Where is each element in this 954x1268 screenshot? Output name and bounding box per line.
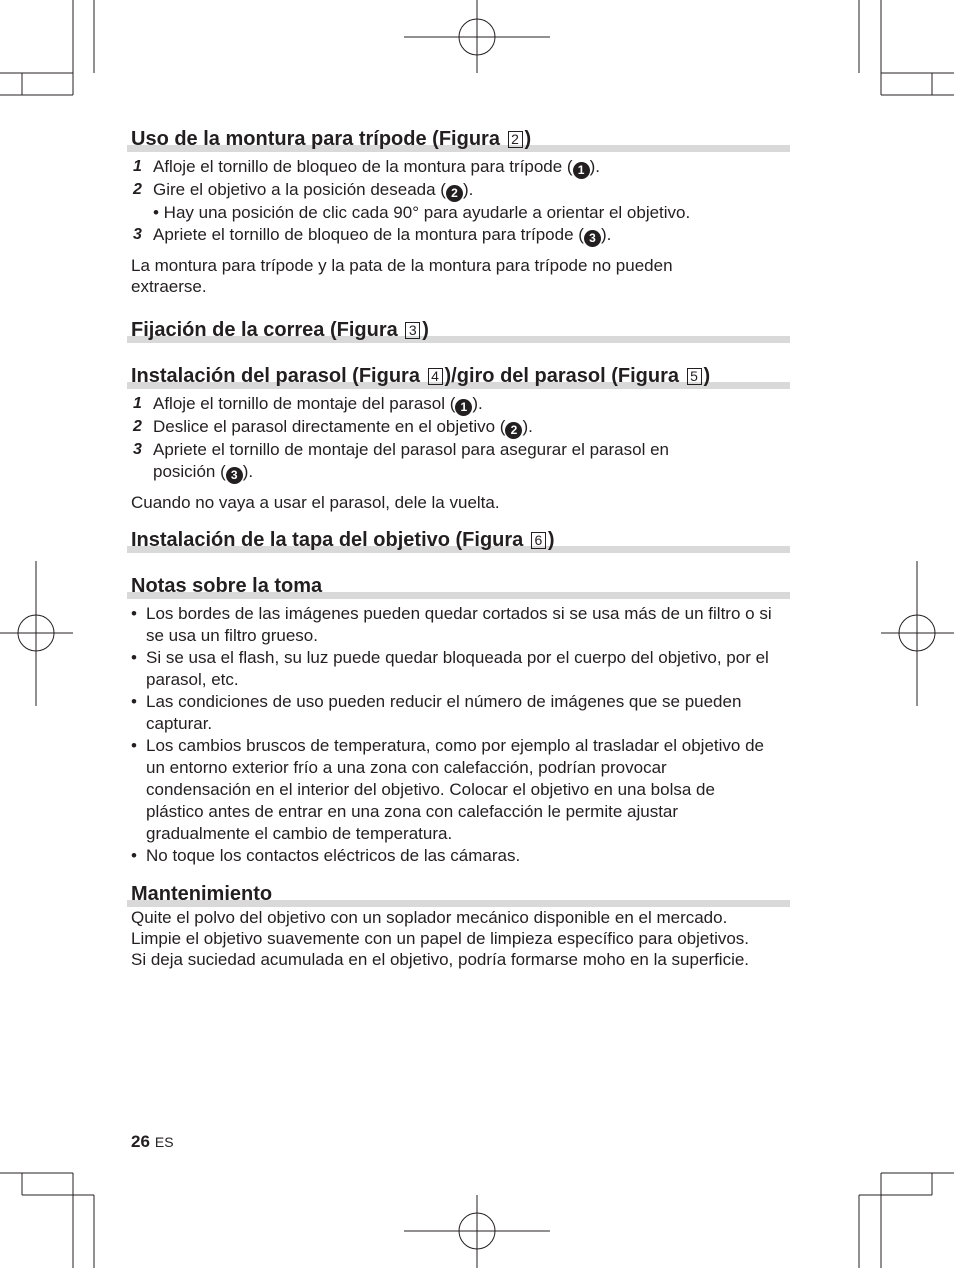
step-number: 3 bbox=[133, 441, 142, 458]
section-title-text: Notas sobre la toma bbox=[131, 575, 323, 597]
figure-ref: 6 bbox=[531, 532, 546, 549]
step-text: ). bbox=[600, 225, 612, 244]
figure-ref: 5 bbox=[687, 368, 702, 385]
section-title-shooting-notes bbox=[131, 573, 790, 599]
step-item bbox=[131, 439, 713, 484]
page-number: 26 bbox=[131, 1132, 150, 1151]
step-text: Gire el objetivo a la posición deseada ( bbox=[153, 180, 446, 199]
list-item: • Si se usa el flash, su luz puede quedar bloqueada por el cuerpo del objetivo, por el parasol, etc. bbox=[131, 647, 790, 691]
section-title-text: ) bbox=[524, 128, 532, 150]
step-text: ). bbox=[522, 417, 533, 436]
section-title-maintenance bbox=[131, 881, 790, 907]
section-title-text: Uso de la montura para trípode (Figura bbox=[131, 128, 506, 150]
step-number: 1 bbox=[133, 395, 142, 412]
step-text: Deslice el parasol directamente en el objetivo ( bbox=[153, 417, 506, 436]
shooting-notes-list bbox=[131, 603, 790, 867]
figure-ref: 4 bbox=[428, 368, 443, 385]
step-number: 2 bbox=[133, 181, 142, 198]
list-item: • Los cambios bruscos de temperatura, como por ejemplo al trasladar el objetivo de un entorno exterior frío a una zona con calefacción, podrían provocar condensación en el interior del objetivo. Colocar el objetivo en una bolsa de plástico antes de entrar en una zona con calefacción le permite ajustar gradualmente el cambio de temperatura. bbox=[131, 735, 766, 845]
list-item: • Los bordes de las imágenes pueden quedar cortados si se usa más de un filtro o si se usa un filtro grueso. bbox=[131, 603, 790, 647]
step-text: Afloje el tornillo de bloqueo de la montura para trípode ( bbox=[153, 157, 573, 176]
step-text: ). bbox=[589, 157, 600, 176]
section-title-text: Mantenimiento bbox=[131, 883, 273, 905]
section-title-text: ) bbox=[422, 319, 429, 341]
section-title-strap bbox=[131, 317, 790, 343]
step-text: Apriete el tornillo de montaje del parasol para asegurar el parasol en posición ( bbox=[153, 440, 669, 481]
step-text: ). bbox=[472, 394, 483, 413]
page-content bbox=[131, 126, 790, 970]
figure-ref: 3 bbox=[405, 322, 420, 339]
section-title-text: Instalación de la tapa del objetivo (Figura bbox=[131, 529, 529, 551]
callout-number-icon: 1 bbox=[573, 162, 590, 179]
step-text: Afloje el tornillo de montaje del parasol ( bbox=[153, 394, 456, 413]
section-title-text: )/giro del parasol (Figura bbox=[444, 365, 685, 387]
step-number: 1 bbox=[133, 158, 142, 175]
step-number: 3 bbox=[133, 226, 142, 243]
list-item: • No toque los contactos eléctricos de las cámaras. bbox=[131, 845, 790, 867]
tripod-steps-cont bbox=[131, 224, 790, 247]
section-title-text: ) bbox=[547, 529, 555, 551]
step-text: Apriete el tornillo de bloqueo de la montura para trípode ( bbox=[153, 225, 584, 244]
step-item bbox=[131, 179, 790, 202]
section-title-text: Instalación del parasol (Figura bbox=[131, 365, 426, 387]
callout-number-icon: 3 bbox=[226, 467, 243, 484]
section-title-text: ) bbox=[703, 365, 711, 387]
maintenance-text bbox=[131, 907, 790, 970]
hood-steps bbox=[131, 393, 790, 484]
callout-number-icon: 1 bbox=[455, 399, 472, 416]
callout-number-icon: 2 bbox=[505, 422, 522, 439]
tripod-steps bbox=[131, 156, 790, 202]
step-text: ). bbox=[462, 180, 474, 199]
step-item bbox=[131, 224, 790, 247]
section-title-text: Fijación de la correa (Figura bbox=[131, 319, 404, 341]
section-title-hood bbox=[131, 363, 790, 389]
step-sub-note: • Hay una posición de clic cada 90° para ayudarle a orientar el objetivo. bbox=[153, 203, 691, 222]
maintenance-line: Limpie el objetivo suavemente con un papel de limpieza específico para objetivos. bbox=[131, 929, 750, 948]
list-item: • Las condiciones de uso pueden reducir el número de imágenes que se pueden capturar. bbox=[131, 691, 790, 735]
step-number: 2 bbox=[133, 418, 142, 435]
maintenance-line: Si deja suciedad acumulada en el objetivo, podría formarse moho en la superficie. bbox=[131, 950, 750, 969]
section-title-tripod bbox=[131, 126, 790, 152]
figure-ref: 2 bbox=[508, 131, 523, 148]
page-footer bbox=[131, 1132, 174, 1152]
step-item bbox=[131, 416, 790, 439]
section-title-lens-cap bbox=[131, 527, 790, 553]
language-code: ES bbox=[154, 1134, 174, 1150]
callout-number-icon: 2 bbox=[446, 185, 463, 202]
note-paragraph: Cuando no vaya a usar el parasol, dele la vuelta. bbox=[131, 493, 500, 512]
step-text: ). bbox=[242, 462, 254, 481]
step-item bbox=[131, 156, 790, 179]
step-item bbox=[131, 393, 790, 416]
callout-number-icon: 3 bbox=[584, 230, 601, 247]
note-paragraph: La montura para trípode y la pata de la montura para trípode no pueden extraerse. bbox=[131, 256, 673, 296]
maintenance-line: Quite el polvo del objetivo con un soplador mecánico disponible en el mercado. bbox=[131, 908, 728, 927]
